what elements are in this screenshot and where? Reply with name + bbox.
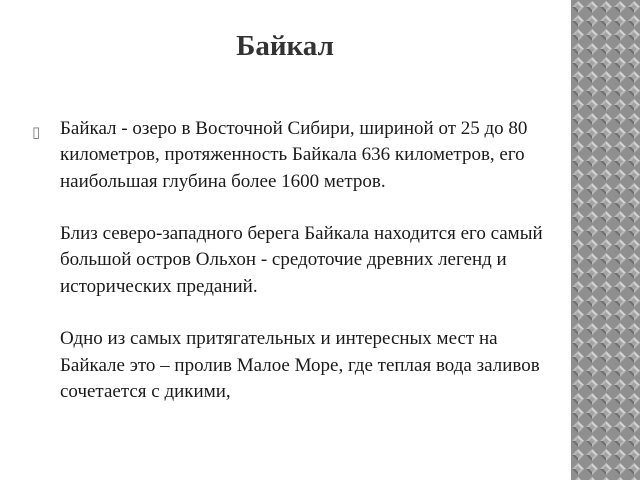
paragraph-1: Байкал - озеро в Восточной Сибири, шириной от 25 до 80 километров, протяженность Байкала 636 километров, его наибольшая глубина более 1600 метров.	[60, 118, 528, 192]
pattern-fill	[571, 0, 640, 480]
side-pattern-decoration	[571, 0, 640, 480]
paragraph-2: Близ северо-западного берега Байкала находится его самый большой остров Ольхон - средоточие древних легенд и исторических преданий.	[60, 223, 543, 297]
paragraph-3: Одно из самых притягательных и интересных мест на Байкале это – пролив Малое Море, где теплая вода заливов сочетается с дикими,	[60, 328, 540, 402]
bullet-icon: ▯	[32, 123, 41, 141]
slide-body	[60, 116, 560, 432]
slide-title: Байкал	[236, 30, 334, 62]
